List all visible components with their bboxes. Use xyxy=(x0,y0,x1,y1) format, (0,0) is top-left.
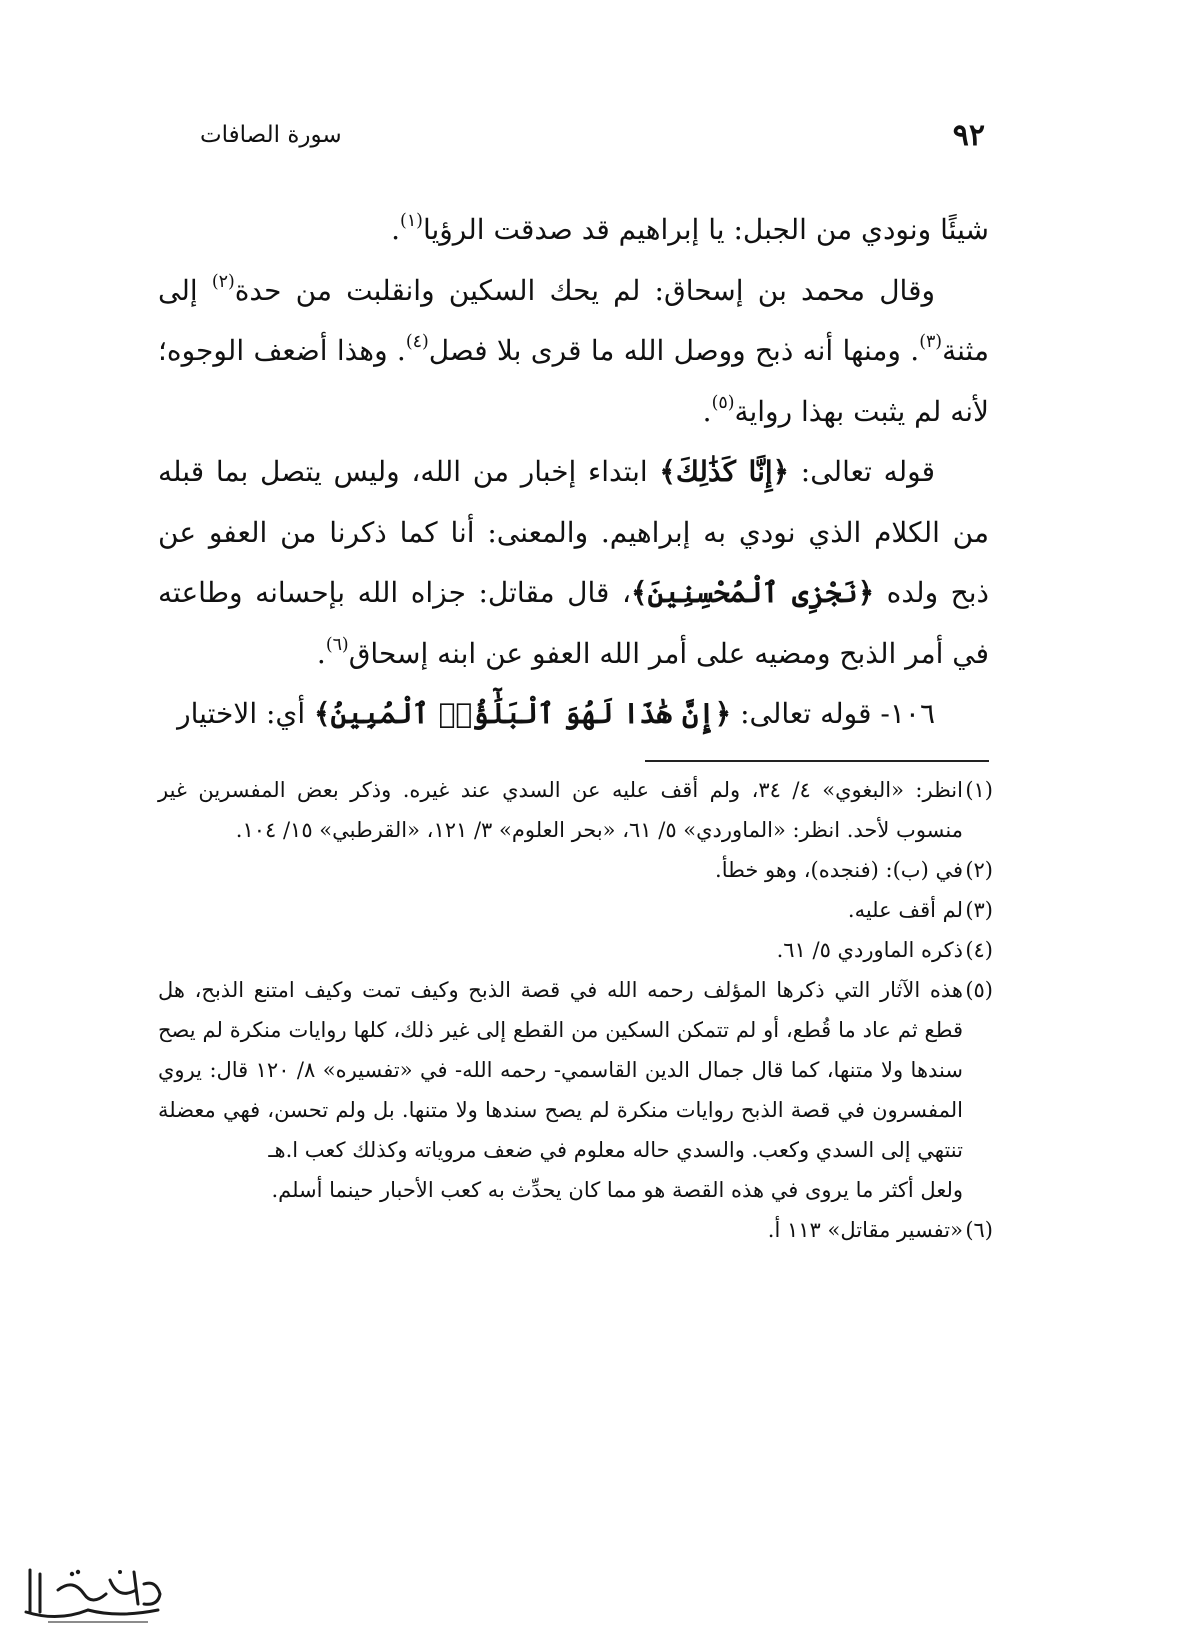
period: . xyxy=(702,394,712,428)
paragraph-text: . وهذا أضعف الوجوه؛ لأنه لم يثبت بهذا رواية xyxy=(158,334,989,428)
footnote-6 xyxy=(158,1210,993,1250)
footnote-number: (١) xyxy=(965,778,993,802)
footnote-text: هذه الآثار التي ذكرها المؤلف رحمه الله في قصة الذبح وكيف تمت وكيف امتنع الذبح، هل قطع ثم عاد ما قُطع، أو لم تتمكن السكين من القطع إلى غير ذلك، كلها روايات منكرة لم يصح سندها ولا متنها، كما قال جمال الدين القاسمي- رحمه الله- في «تفسيره» ٨/ ١٢٠ قال: يروي المفسرون في قصة الذبح روايات منكرة لم يصح سندها ولا متنها. بل ولم تحسن، فهي معضلة تنتهي إلى السدي وكعب. والسدي حاله معلوم في ضعف مروياته وكذلك كعب ا.هـ xyxy=(158,978,963,1162)
footnote-separator xyxy=(645,760,989,762)
footnote-number: (٢) xyxy=(965,858,993,882)
footnote-ref: (٤) xyxy=(405,331,429,352)
footnote-number: (٣) xyxy=(965,898,993,922)
footnote-2 xyxy=(158,850,993,890)
paragraph-3 xyxy=(158,442,989,684)
footnote-text: انظر: «البغوي» ٤/ ٣٤، ولم أقف عليه عن السدي عند غيره. وذكر بعض المفسرين غير منسوب لأحد. انظر: «الماوردي» ٥/ ٦١، «بحر العلوم» ٣/ ١٢١، «القرطبي» ١٥/ ١٠٤. xyxy=(158,778,963,842)
paragraph-text: وقال محمد بن إسحاق: لم يحك السكين وانقلبت من حدة xyxy=(234,273,935,307)
period: . xyxy=(316,636,326,670)
footnotes xyxy=(158,770,993,1250)
paragraph-2 xyxy=(158,261,989,443)
paragraph-text: ١٠٦- قوله تعالى: xyxy=(731,697,935,730)
page-number: ٩٢ xyxy=(952,118,985,153)
period: . xyxy=(391,213,401,246)
page-header xyxy=(200,118,985,164)
publisher-logo-icon xyxy=(18,1560,168,1630)
footnote-text: في (ب): (فنجده)، وهو خطأ. xyxy=(715,858,963,882)
footnote-5-continuation xyxy=(158,1170,989,1210)
footnote-ref: (١) xyxy=(400,210,423,231)
paragraph-1 xyxy=(158,200,989,261)
footnote-number: (٤) xyxy=(965,938,993,962)
footnote-1 xyxy=(158,770,993,850)
paragraph-text: ، قال مقاتل: جزاه الله بإحسانه وطاعته في أمر الذبح ومضيه على أمر الله العفو عن ابنه إسحاق xyxy=(158,576,989,670)
footnote-5 xyxy=(158,970,993,1170)
paragraph-text: قوله تعالى: xyxy=(789,455,936,488)
paragraph-text: . ومنها أنه ذبح ووصل الله ما قرى بلا فصل xyxy=(428,334,920,367)
main-text xyxy=(158,200,989,745)
paragraph-4 xyxy=(158,684,989,745)
quran-quote: ﴿نَجْزِى ٱلْمُحْسِنِينَ﴾ xyxy=(631,576,875,609)
footnote-text: ذكره الماوردي ٥/ ٦١. xyxy=(776,938,963,962)
paragraph-text: شيئًا ونودي من الجبل: يا إبراهيم قد صدقت الرؤيا xyxy=(422,213,989,246)
footnote-ref: (٥) xyxy=(711,392,735,413)
footnote-text: «تفسير مقاتل» ١١٣ أ. xyxy=(767,1218,963,1242)
footnote-ref: (٣) xyxy=(919,331,943,352)
footnote-number: (٦) xyxy=(965,1218,993,1242)
quran-quote: ﴿إِنَّ هَٰذَا لَهُوَ ٱلْبَلَٰٓؤُا۟ ٱلْمُبِينُ﴾ xyxy=(314,697,732,730)
footnote-ref: (٢) xyxy=(211,271,235,292)
footnote-text: لم أقف عليه. xyxy=(847,898,963,922)
footnote-4 xyxy=(158,930,993,970)
footnote-text: ولعل أكثر ما يروى في هذه القصة هو مما كان يحدِّث به كعب الأحبار حينما أسلم. xyxy=(271,1178,963,1202)
paragraph-text: إلى مثنة xyxy=(158,273,989,367)
paragraph-text: ابتداء إخبار من الله، وليس يتصل بما قبله من الكلام الذي نودي به إبراهيم. والمعنى: أنا كما ذكرنا من العفو عن ذبح ولده xyxy=(158,455,989,609)
quran-quote: ﴿إِنَّا كَذَٰلِكَ﴾ xyxy=(659,455,790,488)
footnote-ref: (٦) xyxy=(325,634,349,655)
footnote-3 xyxy=(158,890,993,930)
footnote-number: (٥) xyxy=(965,978,993,1002)
paragraph-text: أي: الاختيار xyxy=(177,697,315,730)
running-title: سورة الصافات xyxy=(200,122,342,148)
